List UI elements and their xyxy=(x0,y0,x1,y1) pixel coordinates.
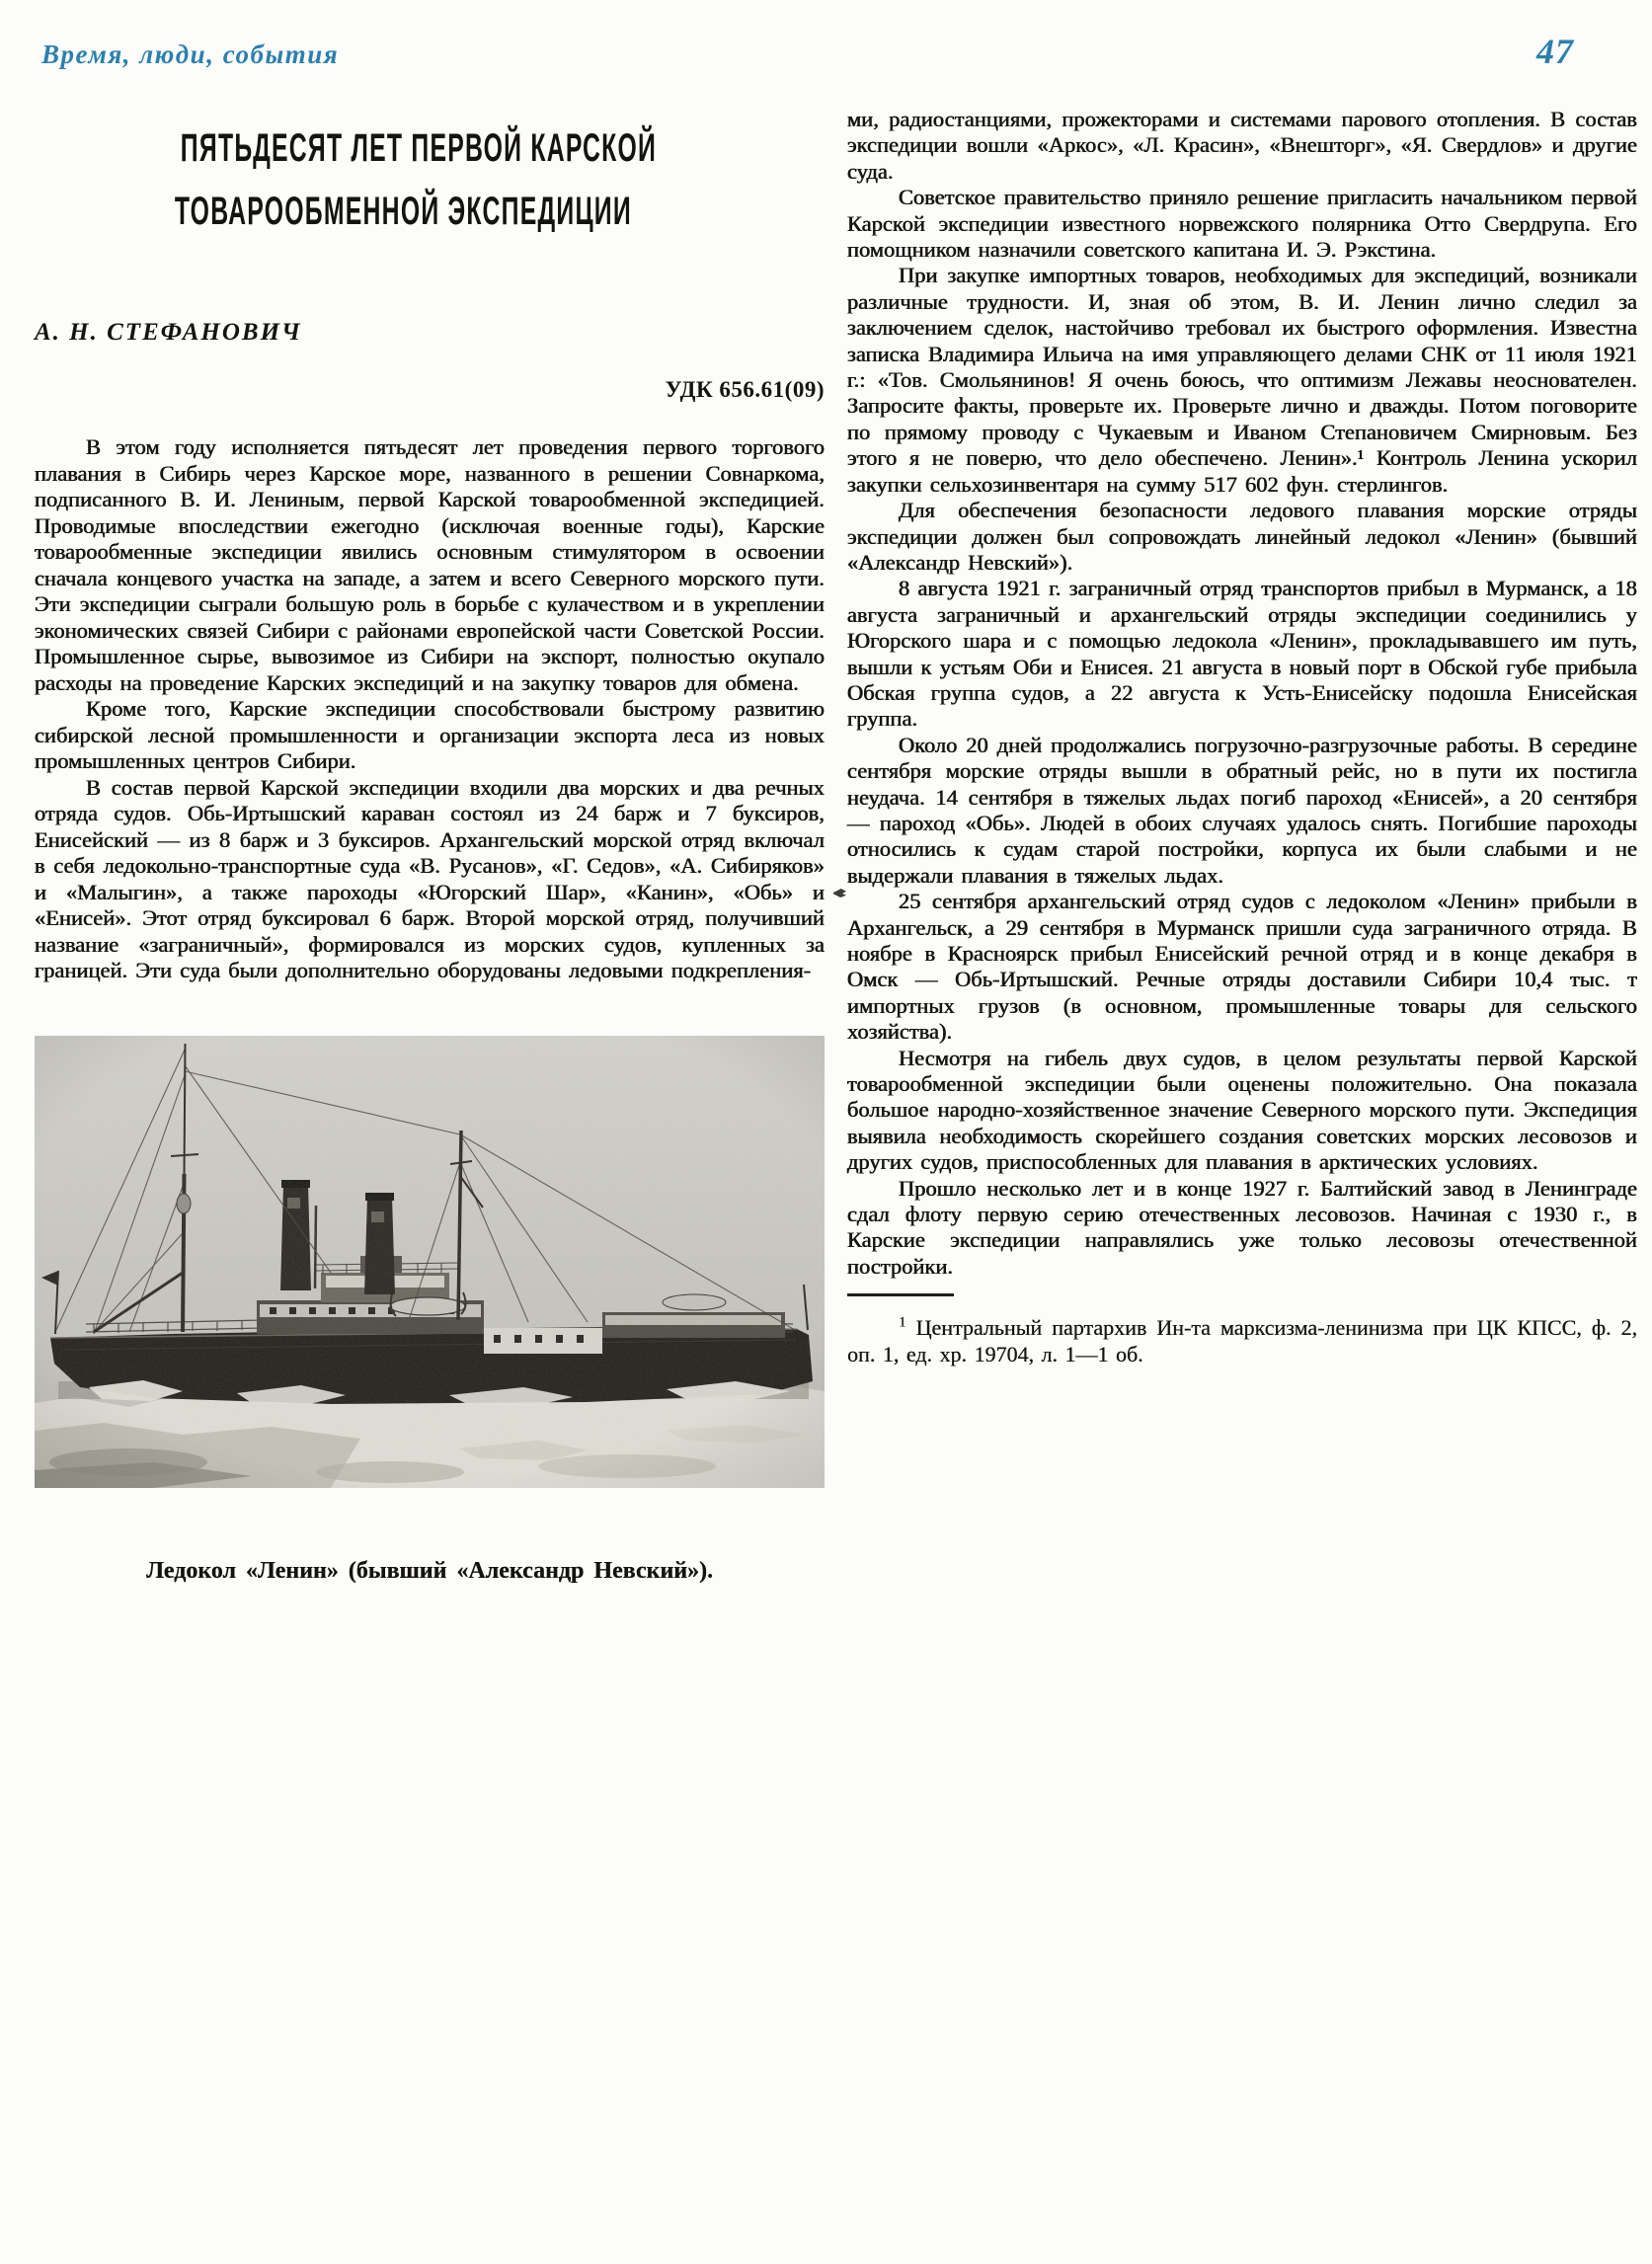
rubric-label: Время, люди, события xyxy=(41,39,340,69)
footnote-text xyxy=(847,1314,1637,1367)
footnote-body: Центральный партархив Ин-та марксизма-ленинизма при ЦК КПСС, ф. 2, оп. 1, ед. хр. 19704, л. 1—1 об. xyxy=(847,1315,1638,1367)
footnote-divider xyxy=(847,1293,954,1296)
udc-code: УДК 656.61(09) xyxy=(665,377,825,402)
scan-artifact xyxy=(833,889,846,898)
paragraph: В этом году исполняется пятьдесят лет проведения первого торгового плавания в Сибирь через Карское море, названного в решении Совнаркома, подписанного В. И. Лениным, первой Карской товарообменной экспедицией. Проводимые впоследствии ежегодно (исключая военные годы), Карские товарообменные экспедиции явились основным стимулятором в освоении сначала концевого участка на западе, а затем и всего Северного морского пути. Эти экспедиции сыграли большую роль в борьбе с кулачеством и в укреплении экономических связей Сибири с районами европейской части Советской России. Промышленное сырье, вывозимое из Сибири на экспорт, полностью окупало расходы на проведение Карских экспедиций и на закупку товаров для обмена. xyxy=(35,434,825,695)
paragraph: Около 20 дней продолжались погрузочно-разгрузочные работы. В середине сентября морские отряды вышли в обратный рейс, но в пути их постигла неудача. 14 сентября в тяжелых льдах погиб пароход «Енисей», а 20 сентября — пароход «Обь». Людей в обоих случаях удалось снять. Погибшие пароходы относились к судам старой постройки, корпуса их были слабыми и не выдержали плавания в тяжелых льдах. xyxy=(847,732,1637,888)
paragraph: ми, радиостанциями, прожекторами и системами парового отопления. В состав экспедиции вошли «Аркос», «Л. Красин», «Внешторг», «Я. Свердлов» и другие суда. xyxy=(847,107,1637,184)
paragraph: 8 августа 1921 г. заграничный отряд транспортов прибыл в Мурманск, а 18 августа заграничный и архангельский отряды экспедиции соединились у Югорского шара и с помощью ледокола «Ленин», прокладывавшего им путь, вышли к устьям Оби и Енисея. 21 августа в новый порт в Обской губе прибыла Обская группа судов, а 22 августа к Усть-Енисейску подошла Енисейская группа. xyxy=(847,576,1637,732)
paragraph: В состав первой Карской экспедиции входили два морских и два речных отряда судов. Обь-Иртышский караван состоял из 24 барж и 7 буксиров, Енисейский — из 8 барж и 3 буксиров. Архангельский морской отряд включал в себя ледокольно-транспортные суда «В. Русанов», «Г. Седов», «А. Сибиряков» и «Малыгин», а также пароходы «Югорский Шар», «Канин», «Обь» и «Енисей». Этот отряд буксировал 6 барж. Второй морской отряд, получивший название «заграничный», формировался из морских судов, купленных за границей. Эти суда были дополнительно оборудованы ледовыми подкрепления- xyxy=(35,774,825,982)
paragraph: Советское правительство приняло решение пригласить начальником первой Карской экспедиции известного норвежского полярника Отто Свердрупа. Его помощником назначили советского капитана И. Э. Рэкстина. xyxy=(847,185,1637,263)
left-column-text xyxy=(35,434,825,984)
left-column xyxy=(35,117,825,1585)
paragraph: Для обеспечения безопасности ледового плавания морские отряды экспедиции должен был сопровождать линейный ледокол «Ленин» (бывший «Александр Невский»). xyxy=(847,498,1637,575)
right-column-text xyxy=(847,107,1637,1280)
icebreaker-photo xyxy=(35,1036,825,1488)
paragraph: При закупке импортных товаров, необходимых для экспедиций, возникали различные трудности. И, зная об этом, В. И. Ленин лично следил за заключением сделок, настойчиво требовал их быстрого оформления. Известна записка Владимира Ильича на имя управляющего делами СНК от 11 июля 1921 г.: «Тов. Смольянинов! Я очень боюсь, что оптимизм Лежавы неоснователен. Запросите факты, проверьте их. Проверьте лично и дважды. Потом поговорите по прямому проводу с Чукаевым и Иваном Степановичем Смирновым. Без этого я не поверю, что дело обеспечено. Ленин».¹ Контроль Ленина ускорил закупки сельхозинвентаря на сумму 517 602 фун. стерлингов. xyxy=(847,263,1637,497)
author-name: А. Н. СТЕФАНОВИЧ xyxy=(35,319,302,346)
footnote-marker: 1 xyxy=(899,1314,906,1331)
page-number: 47 xyxy=(1536,32,1574,71)
paragraph: Прошло несколько лет и в конце 1927 г. Балтийский завод в Ленинграде сдал флоту первую серию отечественных лесовозов. Начиная с 1930 г., в Карские экспедиции направлялись уже только лесовозы отечественной постройки. xyxy=(847,1175,1637,1279)
footnote xyxy=(847,1293,1637,1367)
right-column xyxy=(847,107,1637,1367)
paragraph: Кроме того, Карские экспедиции способствовали быстрому развитию сибирской лесной промышленности и организации экспорта леса из новых промышленных центров Сибири. xyxy=(35,696,825,773)
title-line-2: ТОВАРООБМЕННОЙ ЭКСПЕДИЦИИ xyxy=(174,190,632,233)
article-title xyxy=(35,117,825,243)
paragraph: 25 сентября архангельский отряд судов с ледоколом «Ленин» прибыли в Архангельск, а 29 сентября в Мурманск пришли суда заграничного отряда. В ноябре в Красноярск прибыл Енисейский речной отряд и в конце декабря в Омск — Обь-Иртышский. Речные отряды доставили Сибири 10,4 тыс. т импортных грузов (в основном, промышленные товары для сельского хозяйства). xyxy=(847,889,1637,1045)
paragraph: Несмотря на гибель двух судов, в целом результаты первой Карской товарообменной экспедиции были оценены положительно. Она показала большое народно-хозяйственное значение Северного морского пути. Экспедиция выявила необходимость скорейшего создания советских морских лесовозов и других судов, приспособленных для плавания в арктических условиях. xyxy=(847,1045,1637,1175)
figure-image xyxy=(35,1036,825,1488)
title-line-1: ПЯТЬДЕСЯТ ЛЕТ ПЕРВОЙ КАРСКОЙ xyxy=(180,126,658,170)
figure-caption: Ледокол «Ленин» (бывший «Александр Невский»). xyxy=(146,1557,713,1584)
